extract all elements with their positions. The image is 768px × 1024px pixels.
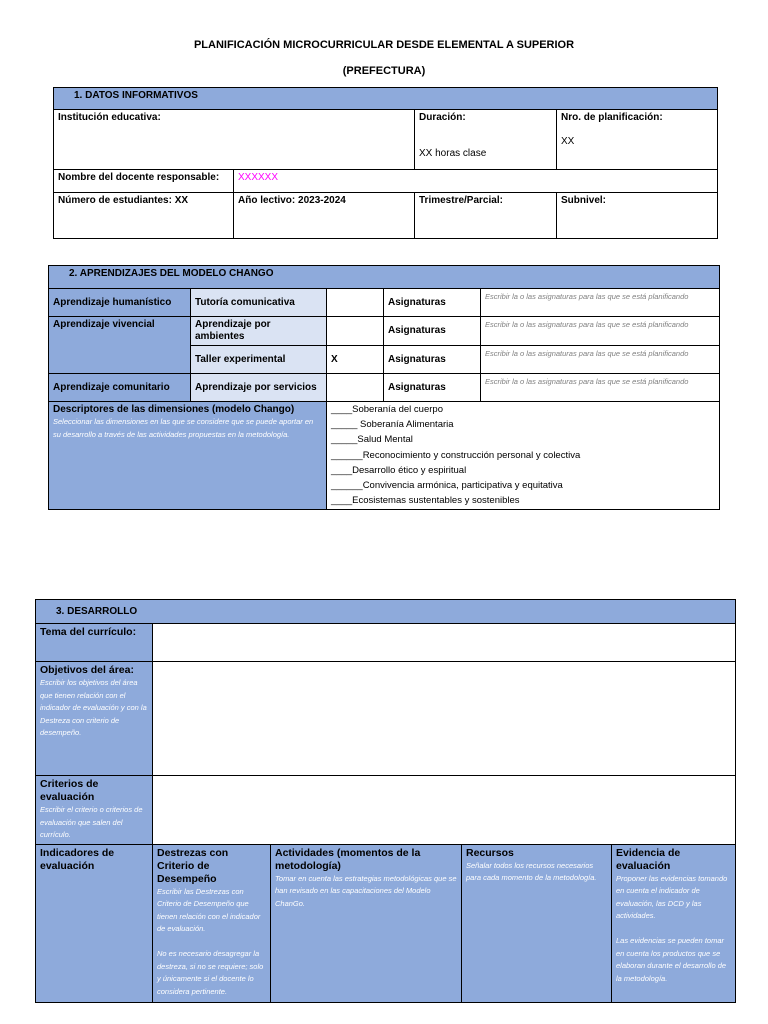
section1-title: 1. DATOS INFORMATIVOS	[54, 88, 718, 110]
asignaturas-label: Asignaturas	[384, 374, 481, 402]
mark-cell[interactable]	[327, 317, 384, 346]
estudiantes-label: Número de estudiantes: XX	[54, 193, 234, 239]
dimension-option[interactable]: ______Convivencia armónica, participativa y equitativa	[331, 480, 563, 492]
tipo-taller: Taller experimental	[191, 346, 327, 374]
section3-title: 3. DESARROLLO	[36, 600, 736, 624]
document-title: PLANIFICACIÓN MICROCURRICULAR DESDE ELEMENTAL A SUPERIOR	[193, 39, 575, 51]
dimension-option[interactable]: _____Salud Mental	[331, 434, 413, 446]
col-indicadores[interactable]	[36, 844, 153, 1002]
objetivos-label: Objetivos del área:	[40, 664, 134, 676]
col-hint: Escribir las Destrezas con Criterio de Desempeño que tienen relación con el indicador de evaluación. No es necesario desagregar la destreza, si no se requiere; solo y únicamente si el docente lo considera pertinente.	[157, 886, 264, 996]
objetivos-cell	[36, 662, 153, 776]
objetivos-input[interactable]	[153, 662, 736, 776]
duracion-label: Duración:	[419, 112, 466, 123]
document-subtitle: (PREFECTURA)	[342, 65, 426, 77]
criterios-input[interactable]	[153, 776, 736, 845]
tipo-servicios: Aprendizaje por servicios	[191, 374, 327, 402]
col-hint: Proponer las evidencias tomando en cuenta el indicador de evaluación, las DCD y las actividades. Las evidencias se pueden tomar en cuenta los productos que se elaboran durante el desarrollo de la metodología.	[616, 873, 728, 983]
asignaturas-hint: Escribir la o las asignaturas para las que se está planificando	[485, 320, 689, 329]
asignaturas-hint: Escribir la o las asignaturas para las que se está planificando	[485, 377, 689, 386]
aprendizaje-humanistico: Aprendizaje humanístico	[49, 289, 191, 317]
asignaturas-hint-cell[interactable]	[481, 346, 720, 374]
nro-label: Nro. de planificación:	[561, 112, 663, 123]
asignaturas-hint-cell[interactable]	[481, 374, 720, 402]
desarrollo-table	[35, 599, 736, 1003]
tipo-tutoria: Tutoría comunicativa	[191, 289, 327, 317]
dimensiones-cell	[327, 402, 720, 510]
col-hint: Tomar en cuenta las estrategias metodológicas que se han revisado en las capacitaciones del Modelo ChanGo.	[275, 873, 457, 908]
subnivel-label: Subnivel:	[557, 193, 718, 239]
col-destrezas[interactable]	[153, 844, 271, 1002]
tema-input[interactable]	[153, 624, 736, 662]
col-evidencia[interactable]	[612, 844, 736, 1002]
nro-cell	[557, 110, 718, 170]
dimension-option[interactable]: ______Reconocimiento y construcción personal y colectiva	[331, 449, 581, 461]
aprendizaje-vivencial: Aprendizaje vivencial	[49, 317, 191, 374]
institucion-label: Institución educativa:	[54, 110, 415, 170]
col-label: Evidencia de evaluación	[616, 846, 681, 872]
asignaturas-label: Asignaturas	[384, 289, 481, 317]
tipo-ambientes: Aprendizaje por ambientes	[191, 317, 327, 346]
tema-label: Tema del currículo:	[36, 624, 153, 662]
criterios-hint: Escribir el criterio o criterios de evaluación que salen del currículo.	[40, 805, 143, 839]
col-label: Actividades (momentos de la metodología)	[275, 846, 421, 872]
dimension-option[interactable]: ____Ecosistemas sustentables y sostenibles	[331, 495, 520, 507]
asignaturas-label: Asignaturas	[384, 346, 481, 374]
col-label: Destrezas con Criterio de Desempeño	[157, 846, 229, 885]
col-actividades[interactable]	[271, 844, 462, 1002]
descriptores-hint: Seleccionar las dimensiones en las que se considere que se puede aportar en su desarrollo a través de las actividades propuestas en la metodología.	[53, 417, 314, 439]
criterios-cell	[36, 776, 153, 845]
aprendizaje-comunitario: Aprendizaje comunitario	[49, 374, 191, 402]
asignaturas-hint: Escribir la o las asignaturas para las que se está planificando	[485, 292, 689, 301]
criterios-label: Criterios de evaluación	[40, 778, 99, 803]
asignaturas-hint-cell[interactable]	[481, 317, 720, 346]
duracion-cell	[415, 110, 557, 170]
objetivos-hint: Escribir los objetivos del área que tienen relación con el indicador de evaluación y con la Destreza con criterio de desempeño.	[40, 678, 147, 737]
dimension-option[interactable]: _____ Soberanía Alimentaria	[331, 419, 454, 431]
mark-cell[interactable]	[327, 374, 384, 402]
col-hint: Señalar todos los recursos necesarios para cada momento de la metodología.	[466, 860, 597, 882]
col-recursos[interactable]	[462, 844, 612, 1002]
lectivo-label: Año lectivo: 2023-2024	[234, 193, 415, 239]
aprendizajes-table	[48, 265, 720, 510]
mark-cell[interactable]: X	[327, 346, 384, 374]
nro-value: XX	[561, 136, 575, 147]
asignaturas-hint-cell[interactable]	[481, 289, 720, 317]
asignaturas-label: Asignaturas	[384, 317, 481, 346]
asignaturas-hint: Escribir la o las asignaturas para las que se está planificando	[485, 349, 689, 358]
descriptores-cell	[49, 402, 327, 510]
docente-label: Nombre del docente responsable:	[54, 170, 234, 193]
section2-title: 2. APRENDIZAJES DEL MODELO CHANGO	[49, 266, 720, 289]
datos-informativos-table	[53, 87, 718, 239]
col-label: Recursos	[466, 846, 514, 859]
col-label: Indicadores de evaluación	[40, 846, 115, 872]
docente-value: XXXXXX	[234, 170, 718, 193]
dimension-option[interactable]: ____Soberanía del cuerpo	[331, 404, 443, 415]
duracion-value: XX horas clase	[419, 148, 487, 159]
trimestre-label: Trimestre/Parcial:	[415, 193, 557, 239]
descriptores-label: Descriptores de las dimensiones (modelo Chango)	[53, 404, 295, 415]
dimension-option[interactable]: ____Desarrollo ético y espiritual	[331, 464, 467, 476]
mark-cell[interactable]	[327, 289, 384, 317]
